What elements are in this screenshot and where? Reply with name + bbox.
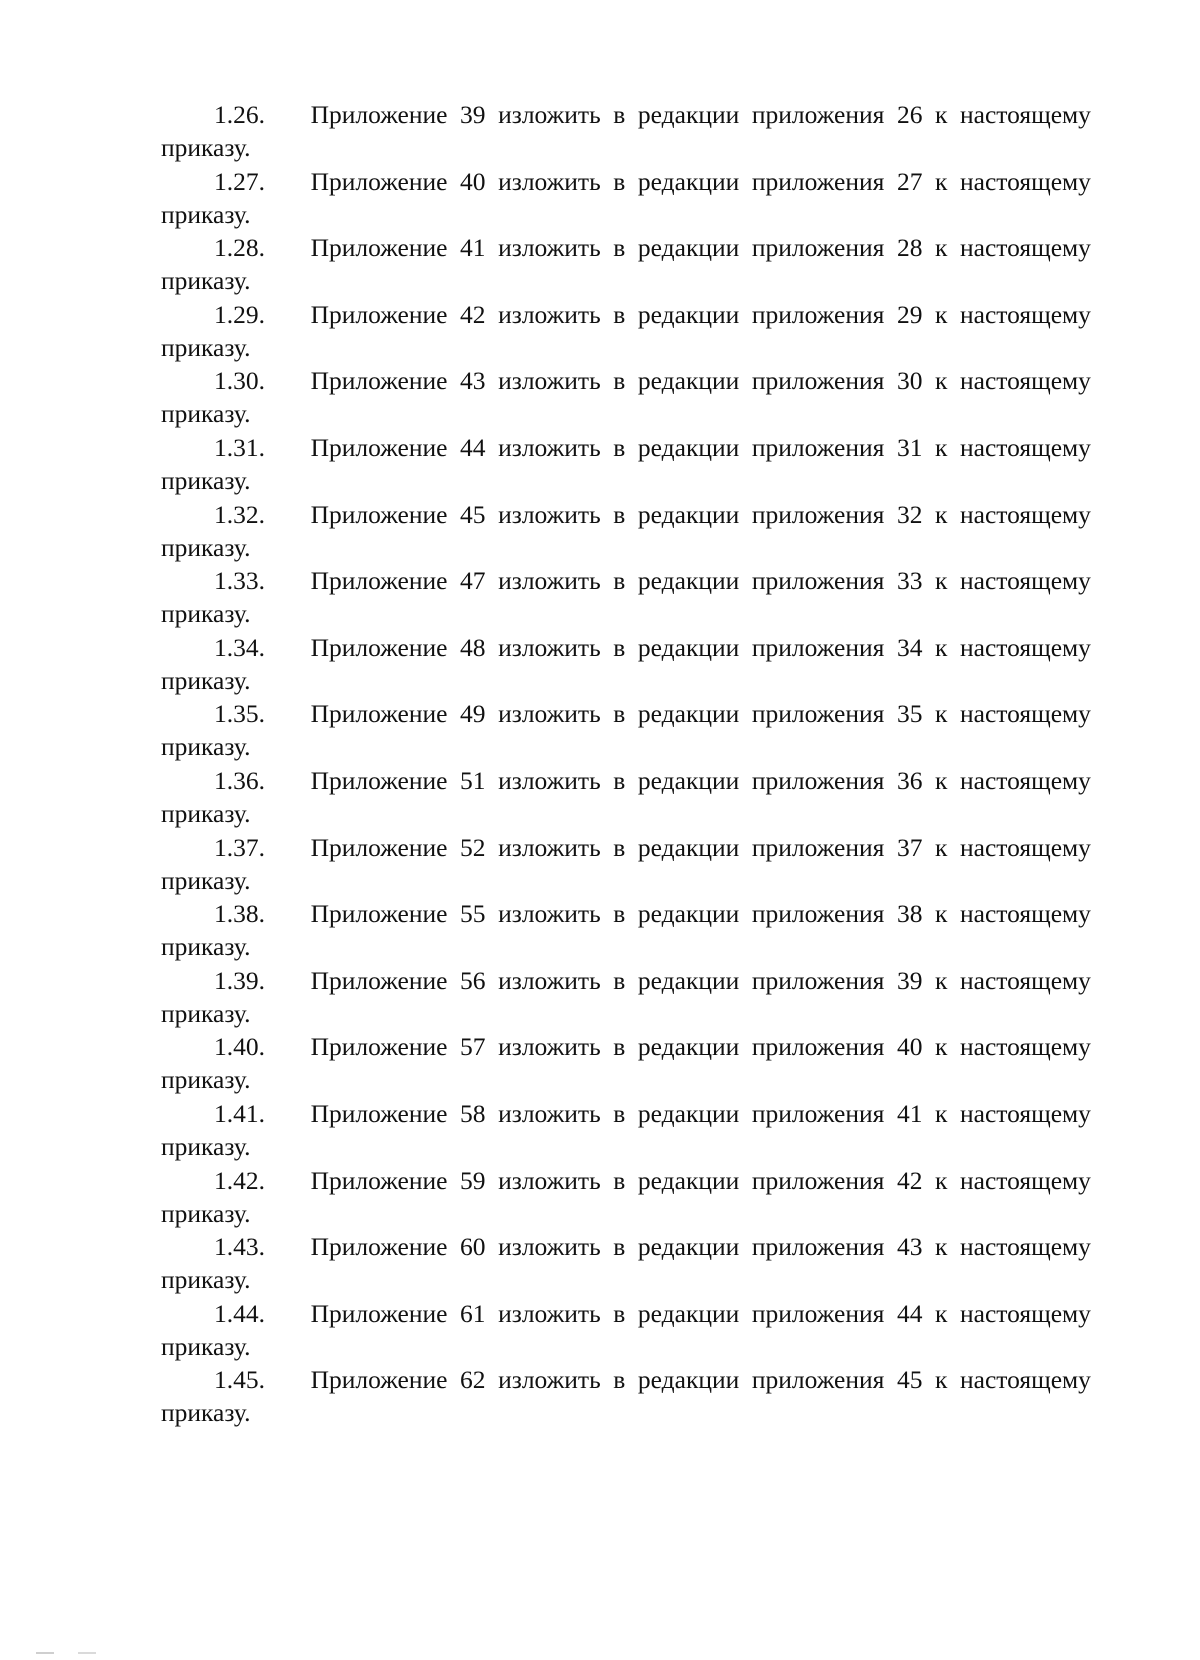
item-word: Приложение [310,100,448,129]
item-word: в [613,167,626,196]
item-word: 34 [896,633,923,662]
item-continuation: приказу. [161,333,251,362]
item-continuation: приказу. [161,266,251,295]
item-word: изложить [498,366,601,395]
item-word: 36 [896,766,923,795]
item-word: 29 [896,300,923,329]
item-word: 55 [460,899,486,928]
item-word: в [613,566,626,595]
item-word: изложить [498,833,601,862]
item-word: Приложение [310,1032,448,1061]
item-first-line [161,697,1091,730]
item-word: в [613,1032,626,1061]
item-word: 42 [896,1166,923,1195]
item-word: изложить [498,433,601,462]
item-continuation: приказу. [161,732,251,761]
item-first-line [161,98,1091,131]
item-word: к [935,433,948,462]
item-word: приложения [751,1299,885,1328]
item-word: приложения [751,233,885,262]
item-word: изложить [498,1166,601,1195]
item-word: редакции [637,566,740,595]
list-item [161,697,1091,763]
item-number: 1.45. [214,1365,265,1394]
item-word: настоящему [960,833,1091,862]
item-word: к [935,833,948,862]
item-word: 45 [460,500,486,529]
item-first-line [161,964,1091,997]
item-word: редакции [637,1232,740,1261]
item-word: 28 [896,233,923,262]
item-word: приложения [751,1166,885,1195]
item-word: 58 [460,1099,486,1128]
item-word: в [613,899,626,928]
item-first-line [161,1097,1091,1130]
item-word: 52 [460,833,486,862]
item-word: в [613,833,626,862]
item-number: 1.37. [214,833,265,862]
item-word: редакции [637,1099,740,1128]
item-first-line [161,1363,1091,1396]
item-word: к [935,167,948,196]
item-word: редакции [637,167,740,196]
item-word: изложить [498,167,601,196]
list-item [161,964,1091,1030]
list-item [161,1164,1091,1230]
item-first-line [161,631,1091,664]
item-word: приложения [751,366,885,395]
item-word: редакции [637,300,740,329]
item-word: в [613,1166,626,1195]
list-item [161,98,1091,164]
item-word: 30 [896,366,923,395]
item-word: приложения [751,433,885,462]
item-first-line [161,764,1091,797]
item-word: Приложение [310,1099,448,1128]
item-word: изложить [498,1232,601,1261]
item-word: приложения [751,1232,885,1261]
item-word: редакции [637,766,740,795]
item-word: редакции [637,633,740,662]
item-word: приложения [751,1032,885,1061]
item-number: 1.27. [214,167,265,196]
list-item [161,498,1091,564]
item-continuation: приказу. [161,799,251,828]
item-first-line [161,897,1091,930]
item-word: Приложение [310,1166,448,1195]
item-word: 59 [460,1166,486,1195]
item-word: к [935,1166,948,1195]
item-word: настоящему [960,433,1091,462]
item-word: 47 [460,566,486,595]
item-word: Приложение [310,633,448,662]
item-word: приложения [751,966,885,995]
list-item [161,165,1091,231]
item-word: приложения [751,167,885,196]
item-word: настоящему [960,167,1091,196]
list-item [161,897,1091,963]
item-first-line [161,231,1091,264]
list-item [161,1363,1091,1429]
item-word: изложить [498,566,601,595]
item-word: редакции [637,366,740,395]
item-word: в [613,433,626,462]
item-continuation: приказу. [161,1332,251,1361]
item-word: изложить [498,1099,601,1128]
scan-artifact [36,1652,96,1654]
item-word: Приложение [310,366,448,395]
item-word: редакции [637,500,740,529]
item-word: приложения [751,566,885,595]
item-word: к [935,1299,948,1328]
item-word: настоящему [960,966,1091,995]
item-word: 44 [460,433,486,462]
item-word: к [935,300,948,329]
item-number: 1.28. [214,233,265,262]
item-word: настоящему [960,1099,1091,1128]
item-word: Приложение [310,300,448,329]
item-word: Приложение [310,766,448,795]
item-first-line [161,431,1091,464]
item-word: к [935,566,948,595]
item-word: 43 [460,366,486,395]
item-word: 43 [896,1232,923,1261]
item-word: Приложение [310,1299,448,1328]
item-word: приложения [751,699,885,728]
item-word: к [935,1365,948,1394]
item-first-line [161,1164,1091,1197]
item-word: приложения [751,833,885,862]
list-item [161,831,1091,897]
item-word: к [935,766,948,795]
list-item [161,431,1091,497]
item-word: изложить [498,300,601,329]
item-word: редакции [637,1032,740,1061]
item-word: 38 [896,899,923,928]
item-first-line [161,564,1091,597]
item-word: 33 [896,566,923,595]
item-word: изложить [498,100,601,129]
item-continuation: приказу. [161,133,251,162]
item-word: настоящему [960,100,1091,129]
item-word: настоящему [960,699,1091,728]
list-item [161,1030,1091,1096]
item-first-line [161,364,1091,397]
item-word: приложения [751,500,885,529]
item-first-line [161,831,1091,864]
item-number: 1.40. [214,1032,265,1061]
item-word: настоящему [960,500,1091,529]
item-continuation: приказу. [161,1065,251,1094]
item-word: 44 [896,1299,923,1328]
item-word: редакции [637,1365,740,1394]
item-word: 26 [896,100,923,129]
item-word: настоящему [960,1032,1091,1061]
item-number: 1.36. [214,766,265,795]
item-first-line [161,298,1091,331]
item-number: 1.33. [214,566,265,595]
item-word: приложения [751,300,885,329]
item-word: в [613,633,626,662]
item-continuation: приказу. [161,399,251,428]
item-word: настоящему [960,300,1091,329]
item-word: Приложение [310,500,448,529]
item-word: Приложение [310,566,448,595]
item-word: Приложение [310,167,448,196]
item-word: к [935,100,948,129]
list-item [161,1097,1091,1163]
list-item [161,231,1091,297]
item-word: Приложение [310,233,448,262]
list-item [161,1297,1091,1363]
item-word: 45 [896,1365,923,1394]
item-continuation: приказу. [161,1132,251,1161]
item-word: 57 [460,1032,486,1061]
item-word: изложить [498,699,601,728]
list-item [161,631,1091,697]
item-word: 60 [460,1232,486,1261]
item-first-line [161,1297,1091,1330]
item-word: 31 [896,433,923,462]
item-word: изложить [498,766,601,795]
item-word: настоящему [960,1232,1091,1261]
item-word: редакции [637,1166,740,1195]
item-word: изложить [498,1299,601,1328]
item-word: в [613,1099,626,1128]
item-word: редакции [637,233,740,262]
item-word: приложения [751,899,885,928]
item-continuation: приказу. [161,533,251,562]
item-word: 62 [460,1365,486,1394]
item-word: изложить [498,1365,601,1394]
item-word: изложить [498,233,601,262]
item-word: к [935,1032,948,1061]
item-continuation: приказу. [161,466,251,495]
list-item [161,298,1091,364]
item-word: редакции [637,833,740,862]
item-word: Приложение [310,433,448,462]
item-word: Приложение [310,1232,448,1261]
item-number: 1.34. [214,633,265,662]
item-word: в [613,1365,626,1394]
item-word: изложить [498,966,601,995]
item-continuation: приказу. [161,666,251,695]
item-word: приложения [751,633,885,662]
item-word: к [935,699,948,728]
item-word: настоящему [960,233,1091,262]
item-word: настоящему [960,1166,1091,1195]
item-word: 39 [896,966,923,995]
item-word: приложения [751,1365,885,1394]
item-word: 48 [460,633,486,662]
item-word: 40 [896,1032,923,1061]
item-first-line [161,1030,1091,1063]
item-word: редакции [637,1299,740,1328]
item-first-line [161,1230,1091,1263]
item-continuation: приказу. [161,999,251,1028]
item-word: 40 [460,167,486,196]
item-word: к [935,633,948,662]
item-word: к [935,966,948,995]
item-word: 56 [460,966,486,995]
item-first-line [161,165,1091,198]
item-word: в [613,100,626,129]
list-item [161,564,1091,630]
item-number: 1.35. [214,699,265,728]
item-word: изложить [498,633,601,662]
item-word: настоящему [960,899,1091,928]
item-word: редакции [637,699,740,728]
item-word: настоящему [960,766,1091,795]
item-word: 49 [460,699,486,728]
item-word: в [613,500,626,529]
item-word: Приложение [310,699,448,728]
item-word: редакции [637,966,740,995]
item-continuation: приказу. [161,1199,251,1228]
item-word: редакции [637,899,740,928]
item-number: 1.42. [214,1166,265,1195]
item-word: к [935,233,948,262]
item-word: 27 [896,167,923,196]
item-number: 1.43. [214,1232,265,1261]
item-word: редакции [637,433,740,462]
item-word: Приложение [310,833,448,862]
item-word: в [613,233,626,262]
item-number: 1.39. [214,966,265,995]
item-word: 35 [896,699,923,728]
item-first-line [161,498,1091,531]
item-word: настоящему [960,566,1091,595]
item-number: 1.26. [214,100,265,129]
list-item [161,764,1091,830]
item-word: настоящему [960,1365,1091,1394]
item-word: Приложение [310,1365,448,1394]
item-word: в [613,699,626,728]
item-word: настоящему [960,1299,1091,1328]
item-continuation: приказу. [161,1265,251,1294]
item-number: 1.32. [214,500,265,529]
list-item [161,1230,1091,1296]
item-word: приложения [751,100,885,129]
item-word: к [935,1232,948,1261]
item-word: настоящему [960,366,1091,395]
item-word: редакции [637,100,740,129]
item-continuation: приказу. [161,932,251,961]
item-word: изложить [498,899,601,928]
item-word: 61 [460,1299,486,1328]
item-word: к [935,500,948,529]
item-number: 1.30. [214,366,265,395]
item-word: в [613,766,626,795]
item-word: 41 [896,1099,923,1128]
item-word: в [613,966,626,995]
item-word: 37 [896,833,923,862]
item-word: приложения [751,1099,885,1128]
item-word: приложения [751,766,885,795]
list-item [161,364,1091,430]
item-word: в [613,1232,626,1261]
item-word: Приложение [310,899,448,928]
item-word: настоящему [960,633,1091,662]
item-word: 32 [896,500,923,529]
item-word: к [935,366,948,395]
item-word: 42 [460,300,486,329]
item-continuation: приказу. [161,599,251,628]
item-number: 1.31. [214,433,265,462]
item-number: 1.29. [214,300,265,329]
item-word: Приложение [310,966,448,995]
item-word: изложить [498,1032,601,1061]
item-word: к [935,899,948,928]
item-number: 1.41. [214,1099,265,1128]
item-word: 41 [460,233,486,262]
item-continuation: приказу. [161,200,251,229]
item-word: в [613,1299,626,1328]
item-number: 1.44. [214,1299,265,1328]
item-word: в [613,300,626,329]
item-word: к [935,1099,948,1128]
item-word: изложить [498,500,601,529]
item-continuation: приказу. [161,866,251,895]
item-word: 51 [460,766,486,795]
item-continuation: приказу. [161,1398,251,1427]
item-word: 39 [460,100,486,129]
item-word: в [613,366,626,395]
item-number: 1.38. [214,899,265,928]
